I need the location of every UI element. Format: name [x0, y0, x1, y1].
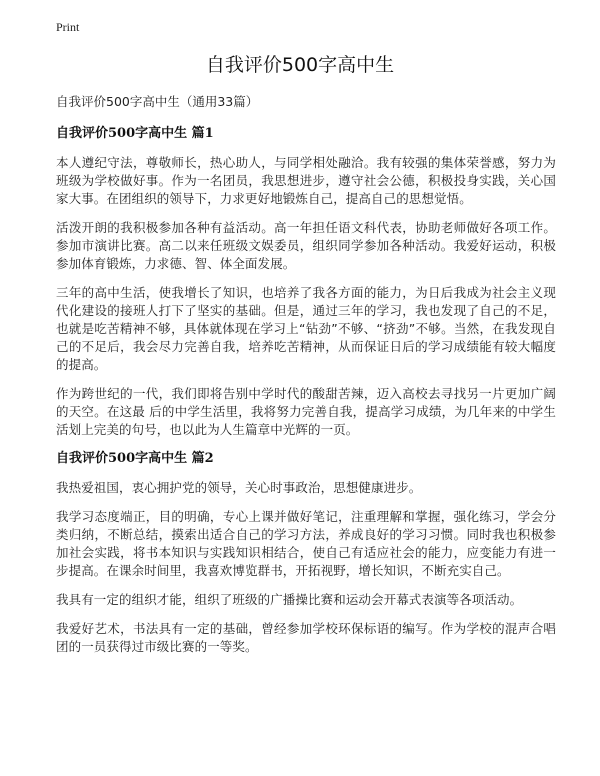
paragraph: 我具有一定的组织才能，组织了班级的广播操比赛和运动会开幕式表演等各项活动。 — [56, 592, 523, 607]
section-2 — [56, 450, 556, 656]
paragraph: 作为跨世纪的一代，我们即将告别中学时代的酸甜苦辣，迈入高校去寻找另一片更加广阔的天空。在这最 后的中学生活里，我将努力完善自我，提高学习成绩，为几年来的中学生活划上完美的句号，也以此为人生篇章中光辉的一页。 — [56, 386, 556, 437]
paragraph: 我热爱祖国，衷心拥护党的领导，关心时事政治，思想健康进步。 — [56, 480, 422, 495]
document-body — [56, 93, 556, 667]
print-link[interactable]: Print — [56, 20, 80, 34]
page-title: 自我评价500字高中生 — [205, 54, 395, 76]
paragraph: 我爱好艺术，书法具有一定的基础，曾经参加学校环保标语的编写。作为学校的混声合唱团的一员获得过市级比赛的一等奖。 — [56, 621, 556, 654]
paragraph: 三年的高中生活，使我增长了知识，也培养了我各方面的能力，为日后我成为社会主义现代化建设的接班人打下了坚实的基础。但是，通过三年的学习，我也发现了自己的不足，也就是吃苦精神不够，具体就体现在学习上“钻劲”不够、“挤劲”不够。当然，在我发现自己的不足后，我会尽力完善自我，培养吃苦精神，从而保证日后的学习成绩能有较大幅度的提高。 — [56, 285, 556, 372]
section-heading: 自我评价500字高中生 篇2 — [56, 451, 214, 466]
paragraph: 我学习态度端正，目的明确，专心上课并做好笔记，注重理解和掌握，强化练习，学会分类归纳，不断总结，摸索出适合自己的学习方法，养成良好的学习习惯。同时我也积极参加社会实践，将书本知识与实践知识相结合，使自己有适应社会的能力，应变能力有进一步提高。在课余时间里，我喜欢博览群书，开拓视野，增长知识，不断充实自己。 — [56, 509, 556, 578]
section-1 — [56, 125, 556, 439]
paragraph: 活泼开朗的我积极参加各种有益活动。高一年担任语文科代表，协助老师做好各项工作。参加市演讲比赛。高二以来任班级文娱委员，组织同学参加各种活动。我爱好运动，积极参加体育锻炼，力求德、智、体全面发展。 — [56, 220, 556, 271]
document-subtitle: 自我评价500字高中生（通用33篇） — [56, 94, 259, 109]
section-heading: 自我评价500字高中生 篇1 — [56, 126, 214, 141]
paragraph: 本人遵纪守法，尊敬师长，热心助人，与同学相处融洽。我有较强的集体荣誉感，努力为班级为学校做好事。作为一名团员，我思想进步，遵守社会公德，积极投身实践，关心国家大事。在团组织的领导下，力求更好地锻炼自己，提高自己的思想觉悟。 — [56, 155, 556, 206]
